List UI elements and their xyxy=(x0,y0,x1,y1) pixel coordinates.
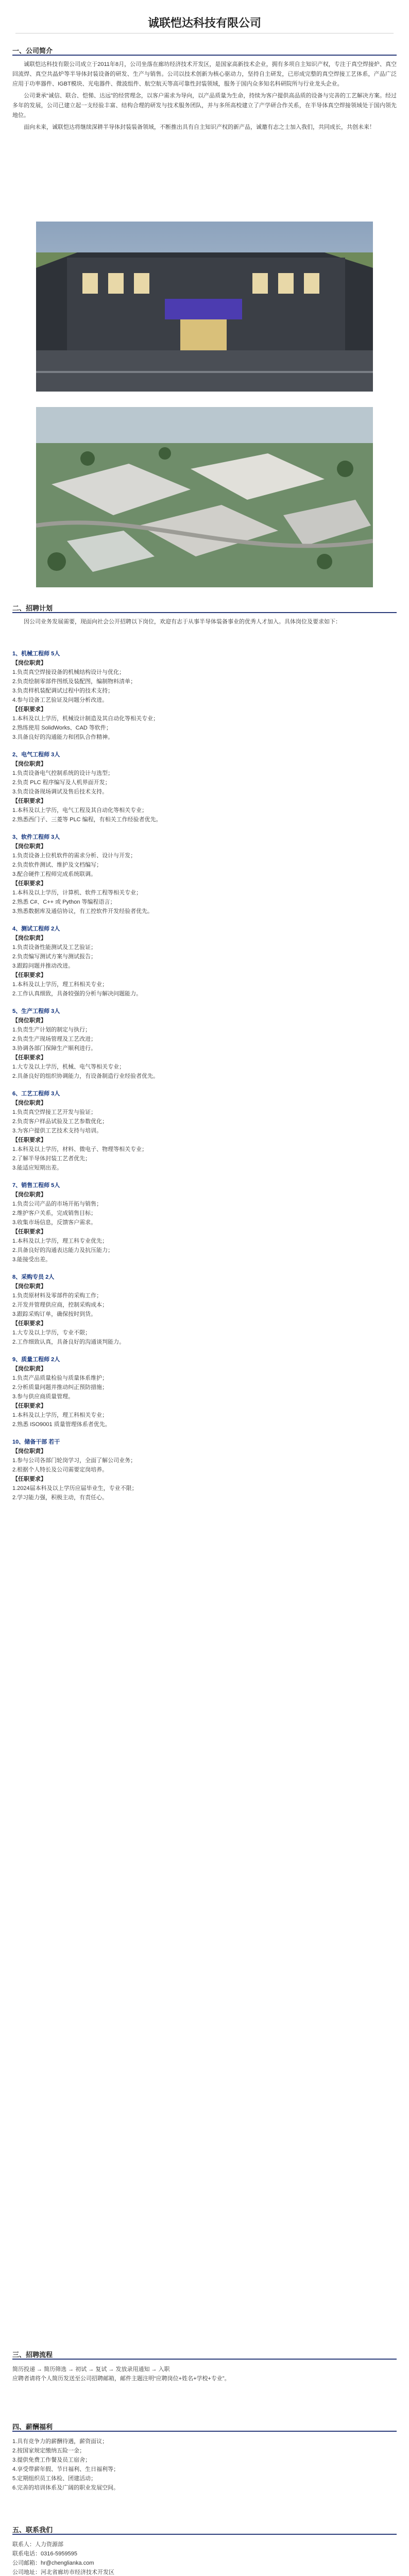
intro-paragraph: 诚联恺达科技有限公司成立于2011年8月，公司坐落在廊坊经济技术开发区，是国家高新技术企业，拥有多项自主知识产权，专注于真空焊接炉、真空回流焊、真空共晶炉等半导体封装设备的研发、生产与销售。公司以技术创新为核心驱动力，坚持自主研发，已形成完整的真空焊接工艺体系，产品广泛应用于功率器件、IGBT模块、光电器件、微波组件、航空航天等高可靠性封装领域，服务于国内众多知名科研院所与行业龙头企业。 xyxy=(12,61,397,87)
job-title: 4、测试工程师 2人 xyxy=(12,926,60,932)
job-line: 2.具备良好的沟通表达能力及抗压能力； xyxy=(12,1247,114,1253)
job-line: 3.跟踪问题并推动改进。 xyxy=(12,963,74,969)
spacer xyxy=(12,1268,397,1273)
contact-info xyxy=(12,2540,397,2576)
spacer xyxy=(12,828,397,833)
job-line: 3.熟悉数据库及通信协议，有工控软件开发经验者优先。 xyxy=(12,908,154,914)
job-subheading: 【任职要求】 xyxy=(12,1403,46,1409)
benefit-line: 5.定期组织员工体检、团建活动； xyxy=(12,2476,97,2482)
spacer xyxy=(12,998,397,1003)
spacer xyxy=(12,1433,397,1437)
job-line: 4.参与设备工艺验证及问题分析改进。 xyxy=(12,697,108,703)
job-subheading: 【任职要求】 xyxy=(12,706,46,713)
benefit-line: 1.具有竞争力的薪酬待遇，薪资面议； xyxy=(12,2438,108,2445)
section-rule xyxy=(12,55,397,56)
job-subheading: 【岗位职责】 xyxy=(12,1448,46,1454)
campus-aerial-photo xyxy=(36,407,373,587)
job-line: 1.本科及以上学历，理工科相关专业； xyxy=(12,981,108,988)
job-line: 1.负责设备性能测试及工艺验证； xyxy=(12,944,97,951)
job-line: 1.负责产品质量检验与质量体系维护； xyxy=(12,1375,108,1381)
job-line: 1.本科及以上学历，计算机、软件工程等相关专业； xyxy=(12,890,142,896)
company-title: 诚联恺达科技有限公司 xyxy=(147,16,261,29)
job-line: 1.2024届本科及以上学历应届毕业生，专业不限； xyxy=(12,1485,138,1492)
job-line: 2.根据个人特长及公司需要定岗培养。 xyxy=(12,1467,108,1473)
job-title: 10、储备干部 若干 xyxy=(12,1439,60,1445)
job-subheading: 【任职要求】 xyxy=(12,972,46,978)
job-subheading: 【任职要求】 xyxy=(12,1137,46,1143)
spacer xyxy=(12,920,397,924)
section-rule xyxy=(12,2359,397,2360)
selection-line: 应聘者请将个人简历发送至公司招聘邮箱，邮件主题注明“应聘岗位+姓名+学校+专业”。 xyxy=(12,2376,230,2382)
contact-line: 公司邮箱：hr@chenglianka.com xyxy=(12,2560,94,2566)
job-subheading: 【任职要求】 xyxy=(12,798,46,804)
benefit-line: 2.按国家规定缴纳五险一金； xyxy=(12,2448,86,2454)
job-line: 2.工作细致认真，具备良好的沟通谈判能力。 xyxy=(12,1339,125,1345)
job-line: 3.收集市场信息，反馈客户需求。 xyxy=(12,1219,97,1226)
job-line: 2.负责客户样品试验及工艺参数优化； xyxy=(12,1118,108,1125)
spacer xyxy=(12,746,397,750)
job-subheading: 【任职要求】 xyxy=(12,880,46,887)
selection-steps xyxy=(12,2365,397,2406)
spacer xyxy=(12,1177,397,1181)
job-subheading: 【岗位职责】 xyxy=(12,1192,46,1198)
benefit-line: 6.完善的培训体系及广阔的职业发展空间。 xyxy=(12,2485,120,2491)
spacer xyxy=(12,1264,397,1268)
benefit-line: 3.提供免费工作餐及员工宿舍； xyxy=(12,2457,91,2463)
job-subheading: 【岗位职责】 xyxy=(12,1283,46,1290)
job-title: 5、生产工程师 3人 xyxy=(12,1008,60,1014)
job-line: 2.分析质量问题并推动纠正预防措施； xyxy=(12,1384,108,1391)
spacer xyxy=(12,916,397,920)
job-line: 2.工作认真细致，具备较强的分析与解决问题能力。 xyxy=(12,991,142,997)
job-line: 2.熟悉西门子、三菱等 PLC 编程，有相关工作经验者优先。 xyxy=(12,817,162,823)
job-subheading: 【任职要求】 xyxy=(12,1055,46,1061)
contact-line: 公司地址：河北省廊坊市经济技术开发区 xyxy=(12,2569,114,2575)
job-line: 3.跟踪采购订单，确保按时到货。 xyxy=(12,1311,97,1317)
contact-line: 联系电话：0316-5959595 xyxy=(12,2551,77,2557)
job-line: 2.了解半导体封装工艺者优先； xyxy=(12,1156,91,1162)
job-title: 7、销售工程师 5人 xyxy=(12,1182,60,1189)
job-line: 1.负责原材料及零部件的采购工作； xyxy=(12,1293,103,1299)
section-heading-benefits: 四、薪酬福利 xyxy=(12,2423,53,2431)
job-line: 1.负责真空焊接工艺开发与验证； xyxy=(12,1109,97,1115)
job-subheading: 【岗位职责】 xyxy=(12,843,46,850)
job-line: 2.具备良好的组织协调能力，有设备制造行业经验者优先。 xyxy=(12,1073,159,1079)
plan-intro: 因公司业务发展需要，现面向社会公开招聘以下岗位，欢迎有志于从事半导体装备事业的优秀人才加入。具体岗位及要求如下： xyxy=(24,619,341,625)
job-line: 3.负责样机装配调试过程中的技术支持； xyxy=(12,688,114,694)
job-line: 2.负责生产现场管理及工艺改进； xyxy=(12,1036,97,1042)
spacer xyxy=(12,1347,397,1351)
job-line: 1.负责公司产品的市场开拓与销售； xyxy=(12,1201,103,1207)
spacer xyxy=(12,1085,397,1089)
job-line: 1.本科及以上学历，理工科相关专业； xyxy=(12,1412,108,1418)
job-line: 3.参与供应商质量管理。 xyxy=(12,1394,74,1400)
section-heading-contact: 五、联系我们 xyxy=(12,2526,53,2534)
job-line: 2.开发并管理供应商，控制采购成本； xyxy=(12,1302,108,1308)
job-title: 2、电气工程师 3人 xyxy=(12,752,60,758)
job-subheading: 【岗位职责】 xyxy=(12,660,46,666)
section-rule xyxy=(12,612,397,613)
job-title: 1、机械工程师 5人 xyxy=(12,651,60,657)
selection-line: 简历投递 → 简历筛选 → 初试 → 复试 → 发放录用通知 → 入职 xyxy=(12,2366,170,2372)
spacer xyxy=(12,1502,397,1506)
section-heading-selection: 三、招聘流程 xyxy=(12,2351,53,2359)
job-line: 1.大专及以上学历，专业不限； xyxy=(12,1330,91,1336)
job-list xyxy=(12,649,397,2298)
spacer xyxy=(12,1506,397,1511)
job-line: 2.学习能力强，积极主动，有责任心。 xyxy=(12,1495,108,1501)
job-line: 3.能接受出差。 xyxy=(12,1257,52,1263)
job-line: 1.负责生产计划的制定与执行； xyxy=(12,1027,91,1033)
spacer xyxy=(12,1173,397,1177)
job-line: 2.熟练使用 SolidWorks、CAD 等软件； xyxy=(12,725,112,731)
spacer xyxy=(12,1351,397,1355)
job-line: 3.为客户提供工艺技术支持与培训。 xyxy=(12,1128,103,1134)
job-line: 3.具备良好的沟通能力和团队合作精神。 xyxy=(12,734,114,740)
job-subheading: 【任职要求】 xyxy=(12,1476,46,1482)
job-subheading: 【岗位职责】 xyxy=(12,1100,46,1106)
section-rule xyxy=(12,2534,397,2535)
job-line: 1.本科及以上学历，机械设计制造及其自动化等相关专业； xyxy=(12,716,159,722)
intro-text xyxy=(12,60,397,214)
job-line: 2.维护客户关系，完成销售目标； xyxy=(12,1210,97,1216)
job-line: 1.负责设备电气控制系统的设计与选型； xyxy=(12,770,114,776)
job-line: 2.负责 PLC 程序编写及人机界面开发； xyxy=(12,779,111,786)
job-subheading: 【岗位职责】 xyxy=(12,1018,46,1024)
job-line: 2.负责编写测试方案与测试报告； xyxy=(12,954,97,960)
job-line: 3.配合硬件工程师完成系统联调。 xyxy=(12,871,97,877)
job-line: 1.参与公司各部门轮岗学习，全面了解公司业务； xyxy=(12,1458,137,1464)
job-title: 6、工艺工程师 3人 xyxy=(12,1091,60,1097)
job-title: 3、软件工程师 3人 xyxy=(12,834,60,840)
job-line: 3.负责设备现场调试及售后技术支持。 xyxy=(12,789,108,795)
section-rule xyxy=(12,2431,397,2432)
job-subheading: 【岗位职责】 xyxy=(12,761,46,767)
job-line: 3.协调各部门保障生产顺利进行。 xyxy=(12,1045,97,1052)
job-line: 1.本科及以上学历，理工科专业优先； xyxy=(12,1238,108,1244)
company-building-photo xyxy=(36,222,373,392)
spacer xyxy=(12,824,397,828)
job-title: 9、质量工程师 2人 xyxy=(12,1357,60,1363)
job-line: 1.本科及以上学历，材料、微电子、物理等相关专业； xyxy=(12,1146,148,1153)
job-subheading: 【任职要求】 xyxy=(12,1229,46,1235)
job-line: 1.负责设备上位机软件的需求分析、设计与开发； xyxy=(12,853,137,859)
job-line: 2.熟悉 ISO9001 质量管理体系者优先。 xyxy=(12,1421,111,1428)
benefit-line: 4.享受带薪年假、节日福利、生日福利等； xyxy=(12,2466,120,2472)
job-line: 1.本科及以上学历，电气工程及其自动化等相关专业； xyxy=(12,807,148,814)
job-line: 1.大专及以上学历，机械、电气等相关专业； xyxy=(12,1064,125,1070)
benefits-list xyxy=(12,2437,397,2509)
job-line: 2.负责绘制零部件图纸及装配图，编制物料清单； xyxy=(12,679,137,685)
job-subheading: 【岗位职责】 xyxy=(12,1366,46,1372)
job-line: 2.负责软件测试、维护及文档编写； xyxy=(12,862,103,868)
job-line: 3.能适应短期出差。 xyxy=(12,1165,63,1171)
intro-paragraph: 面向未来，诚联恺达将继续深耕半导体封装装备领域，不断推出具有自主知识产权的新产品，诚邀有志之士加入我们，共同成长，共创未来！ xyxy=(24,124,375,130)
job-title: 8、采购专员 2人 xyxy=(12,1274,55,1280)
spacer xyxy=(12,1081,397,1085)
spacer xyxy=(12,1003,397,1007)
job-subheading: 【岗位职责】 xyxy=(12,935,46,941)
job-line: 1.负责真空焊接设备的机械结构设计与优化； xyxy=(12,669,125,675)
job-subheading: 【任职要求】 xyxy=(12,1320,46,1327)
intro-paragraph: 公司秉承“诚信、联合、恺悌、达远”的经营理念，以客户需求为导向，以产品质量为生命，持续为客户提供高品质的设备与完善的工艺解决方案。经过多年的发展，公司已建立起一支经验丰富、结构合理的研发与技术服务团队，并与多所高校建立了产学研合作关系，在半导体真空焊接领域处于国内领先地位。 xyxy=(12,93,397,118)
spacer xyxy=(12,742,397,746)
section-heading-intro: 一、公司简介 xyxy=(12,47,53,55)
spacer xyxy=(12,1429,397,1433)
job-line: 2.熟悉 C#、C++ 或 Python 等编程语言； xyxy=(12,899,116,905)
contact-line: 联系人：人力资源部 xyxy=(12,2541,63,2548)
section-heading-plan: 二、招聘计划 xyxy=(12,604,53,612)
